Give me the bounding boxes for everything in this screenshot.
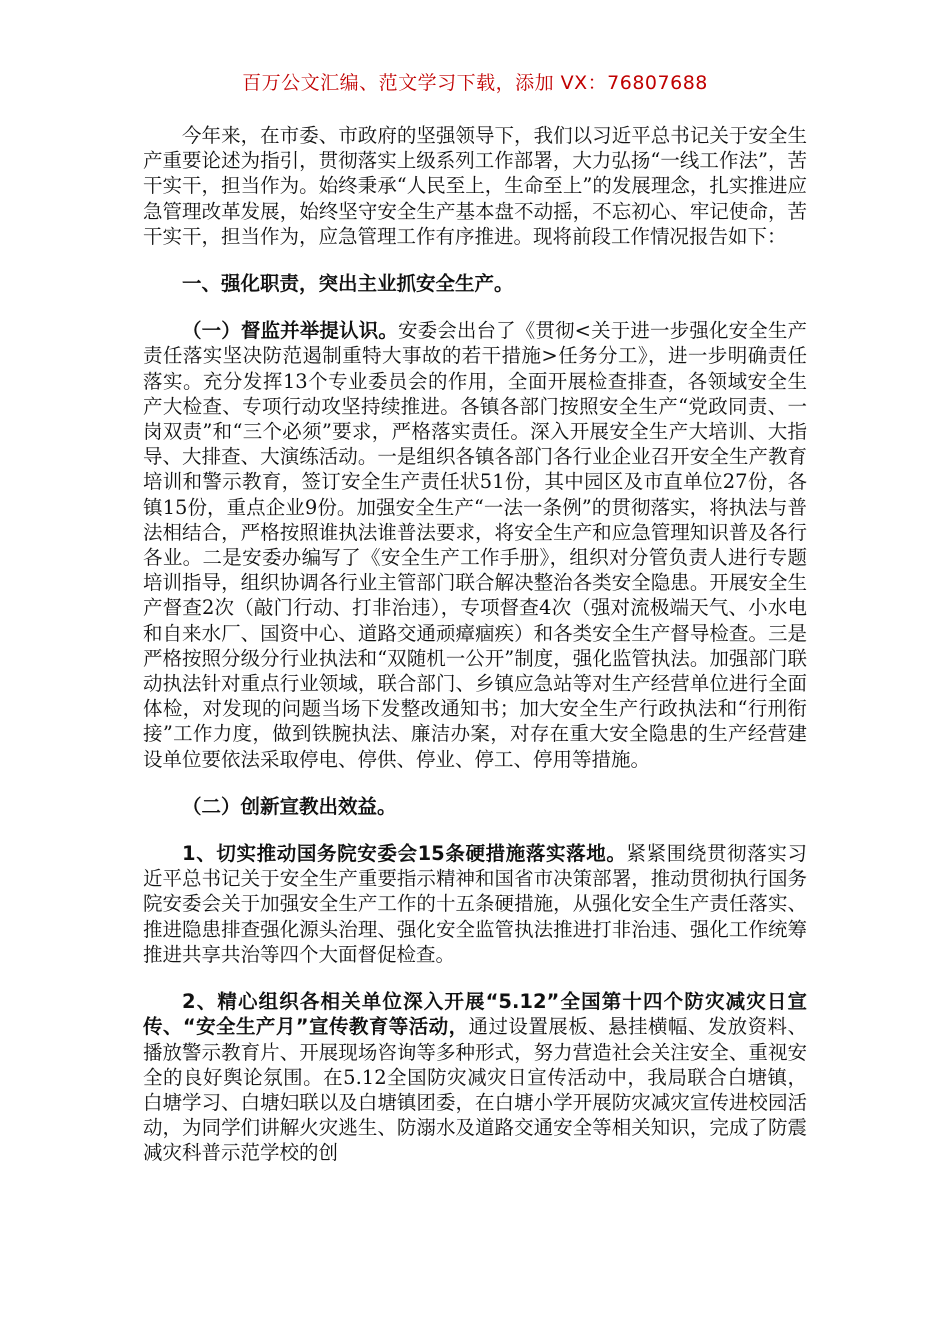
item-text: 紧紧围绕贯彻落实习近平总书记关于安全生产重要指示精神和国省市决策部署，推动贯彻执行国务院安委会关于加强安全生产工作的十五条硬措施，从强化安全生产责任落实、推进隐患排查强化源头治理、强化安全监管执法推进打非治违、强化工作统筹推进共享共治等四个大面督促检查。 — [143, 842, 807, 966]
item-text: 通过设置展板、悬挂横幅、发放资料、播放警示教育片、开展现场咨询等多种形式，努力营造社会关注安全、重视安全的良好舆论氛围。在5.12全国防灾减灾日宣传活动中，我局联合白塘镇，白塘学习、白塘妇联以及白塘镇团委，在白塘小学开展防灾减灾宣传进校园活动，为同学们讲解火灾逃生、防溺水及道路交通安全等相关知识，完成了防震减灾科普示范学校的创 — [143, 1015, 807, 1165]
item-lead: 2、精心组织各相关单位深入开展“5.12”全国第十四个防灾减灾日宣传、“安全生产月”宣传教育等活动， — [143, 990, 807, 1039]
item-paragraph — [143, 841, 807, 967]
subsection-lead: （一）督监并举提认识。 — [182, 319, 398, 343]
document-body — [143, 123, 807, 1166]
section-heading: 一、强化职责，突出主业抓安全生产。 — [182, 272, 514, 296]
item-paragraph — [143, 989, 807, 1165]
subsection-heading: （二）创新宣教出效益。 — [182, 794, 397, 818]
subsection-text: 安委会出台了《贯彻<关于进一步强化安全生产责任落实坚决防范遏制重特大事故的若干措施>任务分工》，进一步明确责任落实。充分发挥13个专业委员会的作用，全面开展检查排查，各领域安全生产大检查、专项行动攻坚持续推进。各镇各部门按照安全生产“党政同责、一岗双责”和“三个必须”要求，严格落实责任。深入开展安全生产大培训、大指导、大排查、大演练活动。一是组织各镇各部门各行业企业召开安全生产教育培训和警示教育，签订安全生产责任状51份，其中园区及市直单位27份，各镇15份，重点企业9份。加强安全生产“一法一条例”的贯彻落实，将执法与普法相结合，严格按照谁执法谁普法要求，将安全生产和应急管理知识普及各行各业。二是安委办编写了《安全生产工作手册》，组织对分管负责人进行专题培训指导，组织协调各行业主管部门联合解决整治各类安全隐患。开展安全生产督查2次（敲门行动、打非治违），专项督查4次（强对流极端天气、小水电和自来水厂、国资中心、道路交通顽瘴痼疾）和各类安全生产督导检查。三是严格按照分级分行业执法和“双随机一公开”制度，强化监管执法。加强部门联动执法针对重点行业领域，联合部门、乡镇应急站等对生产经营单位进行全面体检，对发现的问题当场下发整改通知书；加大安全生产行政执法和“行刑衔接”工作力度，做到铁腕执法、廉洁办案，对存在重大安全隐患的生产经营建设单位要依法采取停电、停供、停业、停工、停用等措施。 — [143, 319, 807, 771]
watermark-header: 百万公文汇编、范文学习下载，添加 VX：76807688 — [242, 72, 708, 94]
subsection-paragraph — [143, 318, 807, 772]
item-lead: 1、切实推动国务院安委会15条硬措施落实落地。 — [182, 842, 627, 866]
intro-paragraph: 今年来，在市委、市政府的坚强领导下，我们以习近平总书记关于安全生产重要论述为指引，贯彻落实上级系列工作部署，大力弘扬“一线工作法”，苦干实干，担当作为。始终秉承“人民至上，生命至上”的发展理念，扎实推进应急管理改革发展，始终坚守安全生产基本盘不动摇，不忘初心、牢记使命，苦干实干，担当作为，应急管理工作有序推进。现将前段工作情况报告如下： — [143, 124, 807, 248]
